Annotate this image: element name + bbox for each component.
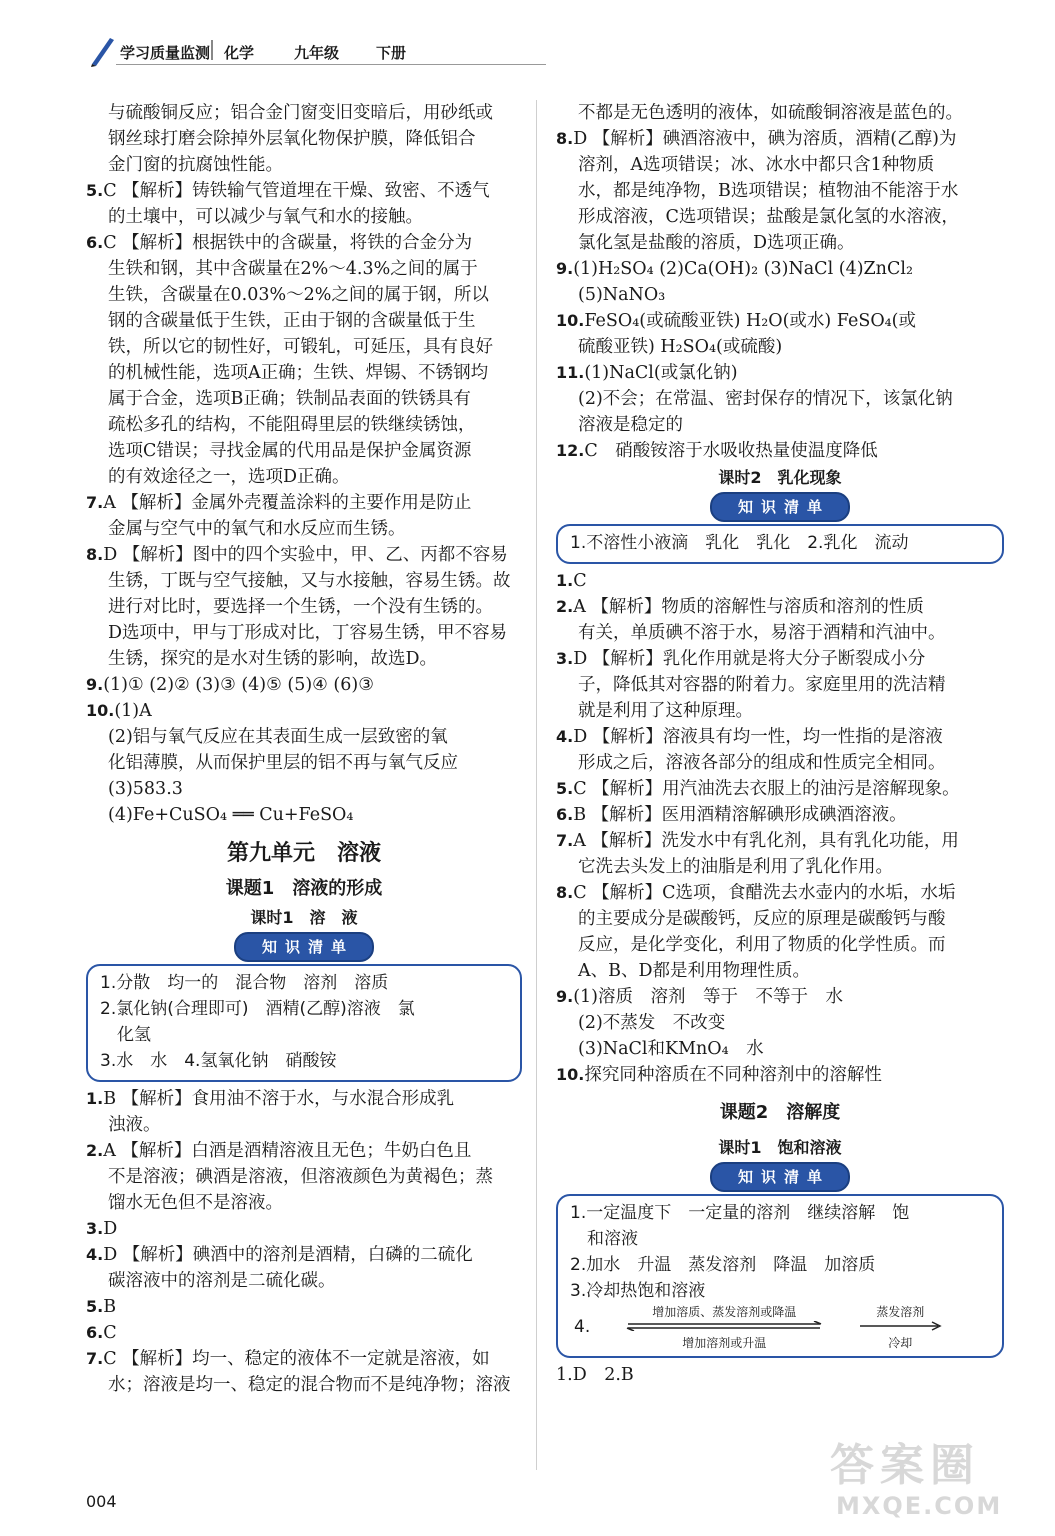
answer-line [86, 1242, 522, 1268]
right-arrow-icon [858, 1321, 942, 1331]
answer-line [86, 334, 522, 360]
topic-title: 课题1 溶液的形成 [225, 878, 383, 899]
answer-text: (2)不会；在常温、密封保存的情况下，该氯化钠 [578, 389, 953, 409]
answer-text: C 硝酸铵溶于水吸收热量使温度降低 [584, 441, 878, 461]
knowledge-line: 2.加水 升温 蒸发溶剂 降温 加溶质 [570, 1255, 876, 1275]
answer-text: A 【解析】洗发水中有乳化剂，具有乳化功能，用 [573, 831, 959, 851]
answer-line [556, 594, 1004, 620]
question-number: 10. [86, 701, 115, 720]
answer-line [556, 204, 1004, 230]
answer-line [556, 100, 1004, 126]
answer-line [86, 594, 522, 620]
answer-text: A 【解析】物质的溶解性与溶质和溶剂的性质 [573, 597, 924, 617]
answer-text: 生铁，含碳量在0.03%～2%之间的属于钢，所以 [108, 285, 489, 305]
question-number: 5. [556, 779, 574, 798]
question-number: 8. [556, 129, 574, 148]
answer-text: 生铁和钢，其中含碳量在2%～4.3%之间的属于 [108, 259, 478, 279]
answer-line [556, 256, 1004, 282]
question-number: 4. [556, 727, 574, 746]
answer-line [556, 282, 1004, 308]
answer-text: (4)Fe+CuSO₄ ══ Cu+FeSO₄ [108, 805, 354, 825]
answer-line [86, 672, 522, 698]
knowledge-line: 1.不溶性小液滴 乳化 乳化 2.乳化 流动 [570, 533, 909, 553]
answer-line [86, 802, 522, 828]
answer-text: (2)铝与氧气反应在其表面生成一层致密的氧 [108, 727, 448, 747]
knowledge-badge-2: 知识清单 [710, 492, 850, 522]
subject-label: 化学 [224, 44, 255, 62]
reversible-arrow [624, 1303, 824, 1351]
answer-text: (1)① (2)② (3)③ (4)⑤ (5)④ (6)③ [103, 675, 374, 695]
answer-text: D 【解析】溶液具有均一性，均一性指的是溶液 [573, 727, 943, 747]
knowledge-line: 和溶液 [570, 1229, 638, 1249]
question-number: 3. [556, 649, 574, 668]
knowledge-line: 化氢 [100, 1025, 151, 1045]
knowledge-badge-wrap [86, 932, 522, 962]
answer-text: 水；溶液是均一、稳定的混合物而不是纯净物；溶液 [108, 1375, 511, 1395]
answer-line [86, 490, 522, 516]
answer-text: 金门窗的抗腐蚀性能。 [108, 155, 283, 175]
answer-line [86, 620, 522, 646]
answer-line [556, 932, 1004, 958]
answer-text: 疏松多孔的结构，不能阻碍里层的铁继续锈蚀， [108, 415, 476, 435]
answer-line [86, 230, 522, 256]
unit-title: 第九单元 溶液 [226, 841, 381, 866]
lesson-title: 课时1 溶 液 [250, 908, 358, 927]
answer-text: 属于合金，选项B正确；铁制品表面的铁锈具有 [108, 389, 471, 409]
answer-text: 反应，是化学变化，利用了物质的化学性质。而 [578, 935, 946, 955]
answer-text: C 【解析】均一、稳定的液体不一定就是溶液，如 [103, 1349, 490, 1369]
answer-text: A 【解析】白酒是酒精溶液且无色；牛奶白色且 [103, 1141, 472, 1161]
knowledge-box-2 [556, 524, 1004, 564]
answer-text: 探究同种溶质在不同种溶剂中的溶解性 [584, 1065, 882, 1085]
answer-text: 子，降低其对容器的附着力。家庭里用的洗洁精 [578, 675, 946, 695]
answer-line [86, 256, 522, 282]
question-number: 10. [556, 1065, 585, 1084]
knowledge-line: 2.氯化钠(合理即可) 酒精(乙醇)溶液 氯 [100, 999, 415, 1019]
knowledge-line: 1.一定温度下 一定量的溶剂 继续溶解 饱 [570, 1203, 910, 1223]
answer-line [86, 1216, 522, 1242]
answer-text: 与硫酸铜反应；铝合金门窗变旧变暗后，用砂纸或 [108, 103, 493, 123]
left-answer-list-2 [86, 1086, 522, 1398]
answer-line [556, 984, 1004, 1010]
answer-line [86, 1320, 522, 1346]
answer-line [556, 750, 1004, 776]
answer-line [556, 1010, 1004, 1036]
answer-text: 选项C错误；寻找金属的代用品是保护金属资源 [108, 441, 472, 461]
column-divider [536, 100, 537, 1470]
answer-line [86, 360, 522, 386]
answer-text: 就是利用了这种原理。 [578, 701, 753, 721]
answer-line [86, 100, 522, 126]
answer-text: 馏水无色但不是溶液。 [108, 1193, 283, 1213]
answer-line [556, 880, 1004, 906]
answer-text: A、B、D都是利用物理性质。 [578, 961, 811, 981]
answer-line [556, 724, 1004, 750]
answer-line [86, 204, 522, 230]
knowledge-badge-wrap-3 [556, 1162, 1004, 1192]
answer-line [556, 360, 1004, 386]
question-number: 9. [86, 675, 104, 694]
answer-line [86, 646, 522, 672]
right-answer-list-2 [556, 568, 1004, 1088]
answer-line [86, 568, 522, 594]
knowledge-badge-wrap-2 [556, 492, 1004, 522]
answer-text: C [103, 1323, 117, 1343]
answer-text: C 【解析】用汽油洗去衣服上的油污是溶解现象。 [573, 779, 960, 799]
answer-line [86, 698, 522, 724]
item-number: 4. [574, 1317, 591, 1337]
answer-line [86, 1112, 522, 1138]
answer-text: A 【解析】金属外壳覆盖涂料的主要作用是防止 [103, 493, 472, 513]
answer-line [556, 230, 1004, 256]
question-number: 11. [556, 363, 585, 382]
answer-text: 硫酸亚铁) H₂SO₄(或硫酸) [578, 337, 783, 357]
arrow2-top-label: 蒸发溶剂 [876, 1305, 925, 1319]
answer-text: (3)NaCl和KMnO₄ 水 [578, 1039, 764, 1059]
answer-text: FeSO₄(或硫酸亚铁) H₂O(或水) FeSO₄(或 [584, 311, 917, 331]
question-number: 6. [556, 805, 574, 824]
answer-text: 不是溶液；碘酒是溶液，但溶液颜色为黄褐色；蒸 [108, 1167, 493, 1187]
answer-text: C 【解析】根据铁中的含碳量，将铁的合金分为 [103, 233, 473, 253]
answer-line [556, 126, 1004, 152]
question-number: 5. [86, 181, 104, 200]
question-number: 6. [86, 1323, 104, 1342]
answer-text: B 【解析】医用酒精溶解碘形成碘酒溶液。 [573, 805, 907, 825]
question-number: 1. [86, 1089, 104, 1108]
question-number: 7. [86, 493, 104, 512]
lesson-title-3: 课时1 饱和溶液 [718, 1138, 842, 1157]
answer-text: 钢丝球打磨会除掉外层氧化物保护膜，降低铝合 [108, 129, 476, 149]
answer-line [556, 672, 1004, 698]
answer-text: 形成溶液，C选项错误；盐酸是氯化氢的水溶液， [578, 207, 959, 227]
header-rule [116, 64, 546, 65]
question-number: 1. [556, 571, 574, 590]
answer-line [556, 958, 1004, 984]
page-header [88, 34, 528, 70]
answer-line [86, 750, 522, 776]
answer-text: 进行对比时，要选择一个生锈，一个没有生锈的。 [108, 597, 493, 617]
answer-text: D 【解析】碘酒溶液中，碘为溶质，酒精(乙醇)为 [573, 129, 957, 149]
answer-line [556, 854, 1004, 880]
answer-line [556, 568, 1004, 594]
answer-text: 浊液。 [108, 1115, 161, 1135]
answer-text: D 【解析】图中的四个实验中，甲、乙、丙都不容易 [103, 545, 508, 565]
answer-text: 生锈，丁既与空气接触，又与水接触，容易生锈。故 [108, 571, 511, 591]
page-number: 004 [86, 1492, 117, 1511]
knowledge-line: 3.水 水 4.氢氧化钠 硝酸铵 [100, 1051, 337, 1071]
answer-text: 碳溶液中的溶剂是二硫化碳。 [108, 1271, 336, 1291]
answer-line [86, 386, 522, 412]
answer-line [556, 1062, 1004, 1088]
answer-line [556, 308, 1004, 334]
answer-text: (1)A [114, 701, 152, 721]
answer-text: 氯化氢是盐酸的溶质，D选项正确。 [578, 233, 855, 253]
answer-text: 钢的含碳量低于生铁，正由于钢的含碳量低于生 [108, 311, 476, 331]
answer-line [556, 178, 1004, 204]
pen-icon [88, 34, 118, 68]
answer-text: 金属与空气中的氧气和水反应而生锈。 [108, 519, 406, 539]
answer-line [556, 152, 1004, 178]
answer-text: 溶剂，A选项错误；冰、冰水中都只含1种物质 [578, 155, 935, 175]
answer-text: 不都是无色透明的液体，如硫酸铜溶液是蓝色的。 [578, 103, 963, 123]
answer-line [86, 1372, 522, 1398]
knowledge-badge-3: 知识清单 [710, 1162, 850, 1192]
question-number: 9. [556, 259, 574, 278]
watermark-url: MXQE.COM [836, 1492, 1003, 1520]
answer-line [556, 698, 1004, 724]
knowledge-box-3 [556, 1194, 1004, 1358]
answer-line [556, 776, 1004, 802]
answer-text: (5)NaNO₃ [578, 285, 666, 305]
answer-text: 铁，所以它的韧性好，可锻轧，可延压，具有良好 [108, 337, 493, 357]
answer-line [556, 1036, 1004, 1062]
answer-line [556, 906, 1004, 932]
answer-text: 有关，单质碘不溶于水，易溶于酒精和汽油中。 [578, 623, 946, 643]
answer-text: 的主要成分是碳酸钙，反应的原理是碳酸钙与酸 [578, 909, 946, 929]
answer-text: (3)583.3 [108, 779, 183, 799]
answer-text: (1)溶质 溶剂 等于 不等于 水 [573, 987, 844, 1007]
topic-title-2: 课题2 溶解度 [719, 1102, 841, 1123]
answer-line [86, 542, 522, 568]
answer-text: C [573, 571, 587, 591]
last-answers: 1.D 2.B [556, 1365, 634, 1385]
question-number: 9. [556, 987, 574, 1006]
answer-line [86, 464, 522, 490]
grade-label: 九年级 [294, 44, 340, 62]
answer-text: 水，都是纯净物，B选项错误；植物油不能溶于水 [578, 181, 959, 201]
question-number: 10. [556, 311, 585, 330]
answer-text: 溶液是稳定的 [578, 415, 683, 435]
lesson-title-2: 课时2 乳化现象 [718, 468, 842, 487]
left-answer-list [86, 100, 522, 828]
answer-line [86, 282, 522, 308]
answer-text: 化铝薄膜，从而保护里层的铝不再与氧气反应 [108, 753, 458, 773]
answer-line [86, 1086, 522, 1112]
watermark-logo: 答案圈 [830, 1440, 980, 1491]
question-number: 7. [86, 1349, 104, 1368]
question-number: 8. [86, 545, 104, 564]
volume-label: 下册 [376, 44, 407, 62]
watermark [830, 1440, 1030, 1530]
answer-text: C 【解析】铸铁输气管道埋在干燥、致密、不透气 [103, 181, 490, 201]
answer-line [556, 334, 1004, 360]
knowledge-line: 3.冷却热饱和溶液 [570, 1281, 706, 1301]
answer-line [86, 126, 522, 152]
answer-line [556, 828, 1004, 854]
question-number: 2. [86, 1141, 104, 1160]
answer-text: D选项中，甲与丁形成对比，丁容易生锈，甲不容易 [108, 623, 508, 643]
question-number: 8. [556, 883, 574, 902]
question-number: 5. [86, 1297, 104, 1316]
answer-text: 的机械性能，选项A正确；生铁、焊锡、不锈钢均 [108, 363, 489, 383]
answer-text: D [103, 1219, 118, 1239]
knowledge-box [86, 964, 522, 1082]
arrow2-bottom-label: 冷却 [888, 1336, 913, 1350]
answer-line [86, 152, 522, 178]
answer-text: 生锈，探究的是水对生锈的影响，故选D。 [108, 649, 438, 669]
answer-line [86, 178, 522, 204]
question-number: 7. [556, 831, 574, 850]
answer-line [556, 412, 1004, 438]
question-number: 6. [86, 233, 104, 252]
arrow-top-label: 增加溶质、蒸发溶剂或降温 [652, 1305, 797, 1319]
single-arrow [858, 1303, 942, 1351]
right-answer-list [556, 100, 1004, 464]
answer-line [86, 308, 522, 334]
conversion-diagram [574, 1304, 990, 1350]
answer-line [86, 438, 522, 464]
double-arrow-icon [624, 1321, 824, 1331]
answer-line [86, 1190, 522, 1216]
left-column [86, 100, 522, 1398]
answer-line [86, 776, 522, 802]
answer-line [86, 1268, 522, 1294]
knowledge-line: 1.分散 均一的 混合物 溶剂 溶质 [100, 973, 389, 993]
question-number: 2. [556, 597, 574, 616]
answer-line [556, 802, 1004, 828]
answer-line [556, 620, 1004, 646]
answer-line [86, 1138, 522, 1164]
answer-text: 它洗去头发上的油脂是利用了乳化作用。 [578, 857, 893, 877]
answer-text: D 【解析】乳化作用就是将大分子断裂成小分 [573, 649, 926, 669]
header-separator [211, 40, 213, 60]
answer-line [86, 724, 522, 750]
answer-line [86, 516, 522, 542]
question-number: 4. [86, 1245, 104, 1264]
arrow-bottom-label: 增加溶剂或升温 [682, 1336, 767, 1350]
answer-line [86, 1164, 522, 1190]
answer-text: D 【解析】碘酒中的溶剂是酒精，白磷的二硫化 [103, 1245, 473, 1265]
answer-text: (1)H₂SO₄ (2)Ca(OH)₂ (3)NaCl (4)ZnCl₂ [573, 259, 913, 279]
answer-text: 的土壤中，可以减少与氧气和水的接触。 [108, 207, 423, 227]
question-number: 12. [556, 441, 585, 460]
answer-text: 形成之后，溶液各部分的组成和性质完全相同。 [578, 753, 946, 773]
knowledge-badge: 知识清单 [234, 932, 374, 962]
answer-line [556, 646, 1004, 672]
answer-line [86, 1346, 522, 1372]
right-column [556, 100, 1004, 1388]
knowledge-box-3-lines [570, 1200, 990, 1304]
answer-text: (2)不蒸发 不改变 [578, 1013, 726, 1033]
question-number: 3. [86, 1219, 104, 1238]
answer-line [86, 412, 522, 438]
answer-text: 的有效途径之一，选项D正确。 [108, 467, 350, 487]
answer-line [556, 386, 1004, 412]
answer-text: B 【解析】食用油不溶于水，与水混合形成乳 [103, 1089, 455, 1109]
series-title: 学习质量监测 [120, 44, 211, 62]
answer-text: B [103, 1297, 117, 1317]
answer-line [86, 1294, 522, 1320]
answer-line [556, 438, 1004, 464]
answer-text: (1)NaCl(或氯化钠) [584, 363, 738, 383]
answer-text: C 【解析】C选项，食醋洗去水壶内的水垢，水垢 [573, 883, 956, 903]
